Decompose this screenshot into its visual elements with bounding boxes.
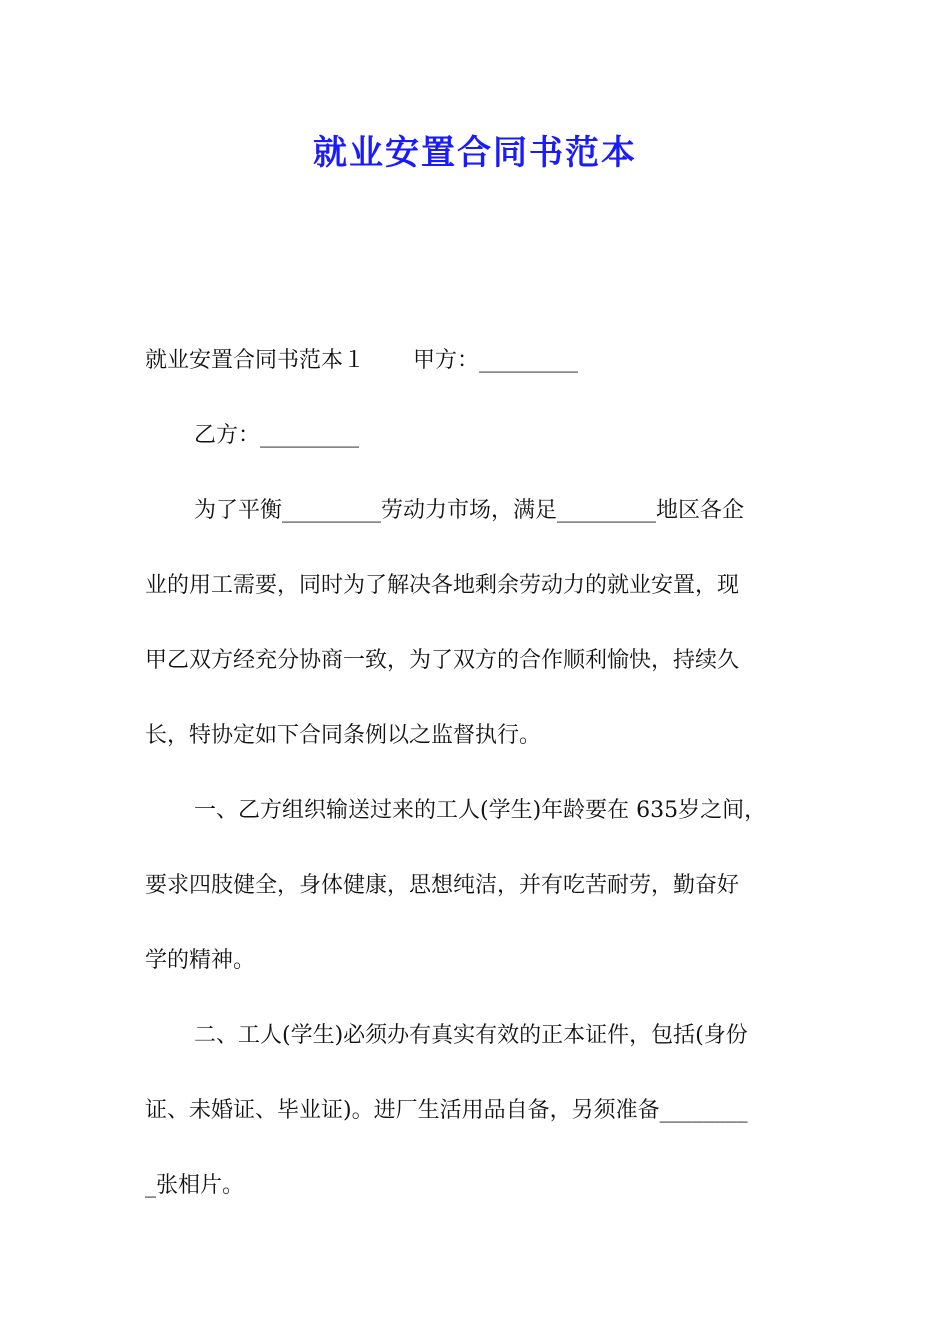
party-b-field: 乙方：_________ xyxy=(194,423,360,448)
paragraph-line: 学的精神。 xyxy=(145,948,256,973)
paragraph-line: 业的用工需要，同时为了解决各地剩余劳动力的就业安置，现 xyxy=(145,573,740,598)
party-a-field: 甲方：_________ xyxy=(413,348,579,373)
paragraph-line: 要求四肢健全，身体健康，思想纯洁，并有吃苦耐劳，勤奋好 xyxy=(145,873,740,898)
paragraph-line: 甲乙双方经充分协商一致，为了双方的合作顺利愉快，持续久 xyxy=(145,648,740,673)
paragraph-line: 证、未婚证、毕业证)。进厂生活用品自备，另须准备________ xyxy=(145,1098,748,1123)
document-title: 就业安置合同书范本 xyxy=(313,133,637,173)
paragraph-line: _张相片。 xyxy=(145,1173,245,1198)
paragraph-line-1 xyxy=(145,336,815,386)
paragraph-line: 长，特协定如下合同条例以之监督执行。 xyxy=(145,723,542,748)
paragraph-line: 二、工人(学生)必须办有真实有效的正本证件，包括(身份 xyxy=(194,1023,748,1048)
section-heading: 就业安置合同书范本１ xyxy=(145,348,366,373)
paragraph-line: 一、乙方组织输送过来的工人(学生)年龄要在 635岁之间， xyxy=(194,798,767,823)
paragraph-line: 为了平衡_________劳动力市场，满足_________地区各企 xyxy=(194,498,745,523)
document-body xyxy=(145,336,815,1236)
